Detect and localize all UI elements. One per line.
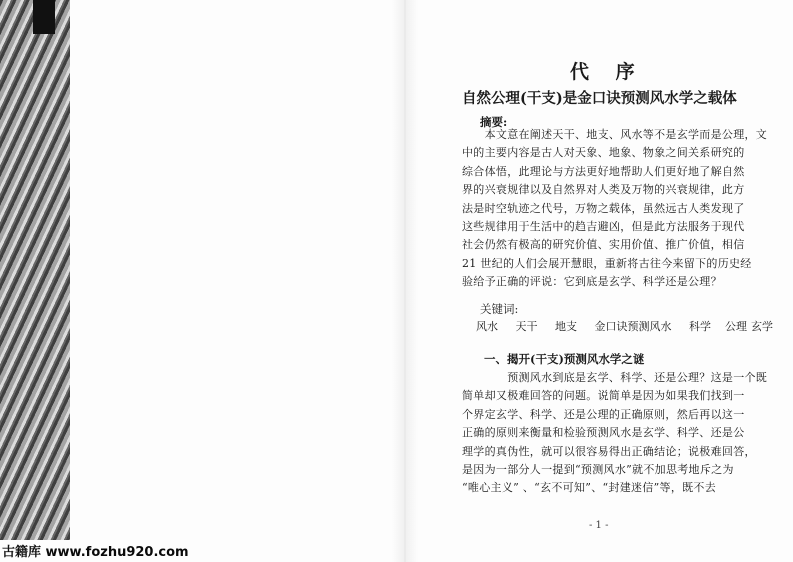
- left-page-blank: [70, 0, 392, 562]
- abstract-label: 摘要:: [480, 115, 508, 129]
- binding-dark-block: [33, 0, 55, 34]
- body-line: 简单却又极难回答的问题。说简单是因为如果我们找到一: [462, 389, 745, 403]
- binding-edge: [0, 0, 70, 540]
- abstract-text: [462, 126, 767, 292]
- page-number: - 1 -: [589, 520, 609, 531]
- abstract-line: 本文意在阐述天干、地支、风水等不是玄学而是公理，文: [462, 128, 768, 141]
- keywords-list: [476, 318, 787, 334]
- keyword: 风水: [476, 320, 498, 333]
- body-line: 正确的原则来衡量和检验预测风水是玄学、科学、还是公: [462, 426, 745, 440]
- page-title: 代 序: [570, 61, 645, 83]
- abstract-line: 中的主要内容是古人对天象、地象、物象之间关系研究的: [462, 146, 745, 160]
- body-line: 个界定玄学、科学、还是公理的正确原则，然后再以这一: [462, 407, 745, 421]
- site-watermark: [2, 541, 189, 560]
- watermark-site: www.fozhu920.com: [45, 545, 189, 560]
- page-gutter: [392, 0, 418, 562]
- body-line: 是因为一部分人一提到“预测风水”就不加思考地斥之为: [462, 463, 734, 477]
- body-text: [462, 369, 767, 498]
- abstract-line: 界的兴衰规律以及自然界对人类及万物的兴衰规律，此方: [462, 183, 745, 197]
- keyword: 科学: [689, 320, 711, 333]
- page-subtitle: 自然公理(干支)是金口诀预测风水学之载体: [462, 90, 737, 107]
- abstract-line: 社会仍然有极高的研究价值、实用价值、推广价值，相信: [462, 238, 745, 252]
- body-line: 理学的真伪性，就可以很容易得出正确结论；说极难回答，: [462, 444, 756, 458]
- keyword: 地支: [555, 320, 577, 333]
- body-line: “唯心主义” 、“玄不可知”、“封建迷信”等，既不去: [462, 481, 717, 495]
- keyword: 金口诀预测风水: [594, 320, 672, 333]
- watermark-prefix: 古籍库: [2, 545, 46, 560]
- body-line: 预测风水到底是玄学、科学、还是公理？这是一个既: [462, 371, 768, 384]
- abstract-line: 21 世纪的人们会展开慧眼，重新将古往今来留下的历史经: [462, 256, 752, 270]
- abstract-line: 验给予正确的评说：它到底是玄学、科学还是公理？: [462, 275, 722, 289]
- abstract-line: 综合体悟，此理论与方法更好地帮助人们更好地了解自然: [462, 164, 745, 178]
- section-heading: 一、揭开(干支)预测风水学之谜: [484, 352, 645, 366]
- abstract-line: 这些规律用于生活中的趋吉避凶，但是此方法服务于现代: [462, 220, 745, 234]
- abstract-line: 法是时空轨迹之代号，万物之载体，虽然远古人类发现了: [462, 201, 745, 215]
- keywords-label: 关键词:: [480, 302, 519, 316]
- keyword: 天干: [515, 320, 538, 333]
- keyword: 玄学: [751, 320, 773, 333]
- keyword: 公理: [725, 320, 747, 333]
